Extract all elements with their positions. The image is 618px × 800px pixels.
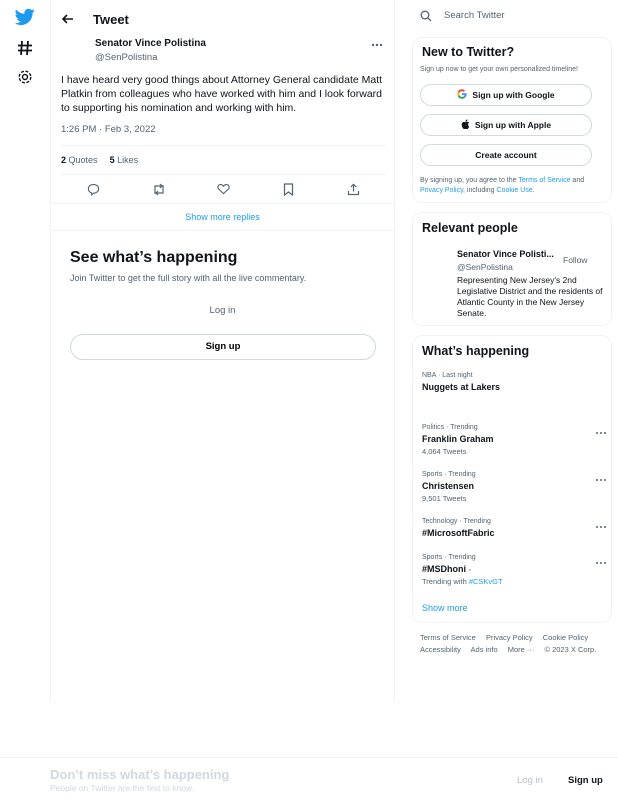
trend-count: 9,501 Tweets	[422, 494, 467, 503]
legal-text-2: and	[572, 177, 585, 184]
divider	[61, 174, 386, 175]
divider	[61, 145, 386, 146]
bookmark-icon[interactable]	[282, 182, 296, 196]
google-logo-icon	[457, 89, 467, 101]
trend-item[interactable]	[422, 518, 607, 538]
signup-legal-text	[420, 176, 605, 195]
trend-name	[422, 564, 607, 574]
retweet-icon[interactable]	[152, 182, 166, 196]
dhoni-emoji-icon: ◦	[468, 567, 471, 574]
back-arrow-icon[interactable]	[59, 10, 77, 28]
privacy-link[interactable]: Privacy Policy	[420, 186, 464, 194]
settings-gear-icon[interactable]	[14, 66, 36, 88]
tweet-stats	[61, 155, 138, 165]
bottom-signup-bar	[0, 757, 618, 800]
signup-google-label: Sign up with Google	[472, 90, 555, 100]
more-options-icon[interactable]	[595, 424, 607, 432]
footer-copyright: © 2023 X Corp.	[544, 645, 597, 654]
trend-item[interactable]	[422, 424, 607, 456]
trend-item[interactable]	[422, 372, 607, 392]
reply-icon[interactable]	[87, 182, 101, 196]
bottom-signup-button[interactable]: Sign up	[568, 775, 603, 786]
likes-stat[interactable]	[110, 155, 139, 165]
bottom-bar-title: Don’t miss what’s happening	[50, 767, 230, 782]
trend-meta: Politics · Trending	[422, 424, 478, 431]
twitter-logo-icon[interactable]	[14, 6, 36, 28]
promo-subtitle: Join Twitter to get the full story with all the live commentary.	[70, 273, 307, 283]
promo-title: See what’s happening	[70, 249, 238, 266]
like-heart-icon[interactable]	[217, 182, 231, 196]
signup-apple-button[interactable]	[420, 114, 592, 136]
trend-name-text: #MSDhoni	[422, 564, 466, 574]
footer-accessibility-link[interactable]: Accessibility	[420, 645, 461, 654]
see-whats-happening	[70, 249, 306, 283]
quotes-label: Quotes	[68, 155, 98, 165]
explore-hashtag-icon[interactable]	[14, 37, 36, 59]
relevant-people-card	[412, 212, 612, 326]
trend-count: 4,064 Tweets	[422, 447, 467, 456]
bottom-bar-subtitle: People on Twitter are the first to know.	[50, 783, 194, 793]
new-to-twitter-title: New to Twitter?	[422, 45, 515, 59]
signup-apple-label: Sign up with Apple	[474, 120, 552, 130]
trend-name: Nuggets at Lakers	[422, 382, 501, 392]
terms-link[interactable]: Terms of Service	[518, 177, 571, 184]
footer-terms-link[interactable]: Terms of Service	[420, 633, 476, 642]
relevant-person-handle[interactable]: @SenPolistina	[457, 262, 513, 272]
search-bar[interactable]	[412, 4, 612, 26]
trend-count	[422, 577, 607, 586]
tweet-text: I have heard very good things about Attorney General candidate Matt Platkin from colleagues who have worked with him and I look forward to supporting his nomination and working with him.	[61, 74, 383, 114]
trending-with-label: Trending with	[422, 577, 467, 586]
new-to-twitter-subtitle: Sign up now to get your own personalized timeline!	[420, 66, 578, 73]
search-input[interactable]	[444, 7, 604, 23]
main-column	[50, 0, 395, 700]
more-options-icon[interactable]	[595, 518, 607, 526]
trend-meta: Sports · Trending	[422, 554, 476, 561]
create-account-button[interactable]	[420, 144, 592, 166]
signup-google-button[interactable]	[420, 84, 592, 106]
more-options-icon[interactable]	[370, 38, 384, 50]
quotes-count: 2	[61, 155, 67, 165]
bottom-login-button[interactable]: Log in	[517, 775, 543, 786]
quotes-stat[interactable]	[61, 155, 98, 165]
legal-text-1: By signing up, you agree to the	[420, 177, 517, 184]
whats-happening-title: What’s happening	[422, 344, 530, 358]
tweet-timestamp[interactable]: 1:26 PM · Feb 3, 2022	[61, 124, 156, 135]
tweet-header	[51, 0, 394, 38]
apple-logo-icon	[461, 119, 470, 131]
trend-item[interactable]	[422, 554, 607, 586]
legal-text-3: , including	[463, 186, 495, 194]
show-more-replies[interactable]	[51, 203, 394, 231]
left-nav	[0, 0, 50, 700]
footer-cookie-link[interactable]: Cookie Policy	[542, 633, 589, 642]
footer-ads-link[interactable]: Ads info	[470, 645, 498, 654]
login-link[interactable]: Log in	[209, 305, 236, 316]
trend-name: #MicrosoftFabric	[422, 528, 495, 538]
footer-privacy-link[interactable]: Privacy Policy	[485, 633, 533, 642]
more-options-icon[interactable]	[595, 471, 607, 479]
relevant-person-bio: Representing New Jersey's 2nd Legislative District and the residents of Atlantic County in the New Jersey Senate.	[457, 275, 603, 318]
trend-meta: NBA · Last night	[422, 372, 473, 379]
relevant-person-name[interactable]: Senator Vince Polisti...	[457, 249, 554, 259]
share-icon[interactable]	[347, 182, 361, 196]
trend-name: Franklin Graham	[422, 434, 494, 444]
footer-links	[420, 632, 610, 656]
likes-label: Likes	[117, 155, 139, 165]
tweet-actions	[61, 178, 386, 200]
trend-meta: Technology · Trending	[422, 518, 491, 525]
likes-count: 5	[109, 155, 115, 165]
signup-button[interactable]: Sign up	[70, 334, 376, 360]
page-title: Tweet	[93, 12, 129, 27]
create-account-label: Create account	[475, 150, 537, 160]
author-handle[interactable]: @SenPolistina	[95, 52, 158, 63]
tweet-author[interactable]	[95, 38, 206, 63]
follow-button[interactable]: Follow	[563, 255, 588, 265]
trend-meta: Sports · Trending	[422, 471, 476, 478]
new-to-twitter-card	[412, 37, 612, 203]
legal-text-4: .	[532, 186, 535, 194]
whats-happening-card	[412, 335, 612, 623]
footer-more-link[interactable]: More ···	[507, 645, 535, 654]
show-more-replies-label: Show more replies	[185, 212, 260, 222]
trend-hashtag-link[interactable]: #CSKvGT	[468, 577, 503, 586]
more-options-icon[interactable]	[595, 554, 607, 562]
relevant-people-title: Relevant people	[422, 221, 518, 235]
trend-name: Christensen	[422, 481, 475, 491]
cookie-link[interactable]: Cookie Use	[496, 186, 533, 194]
search-icon	[420, 9, 432, 21]
show-more-trends-link[interactable]: Show more	[422, 603, 468, 613]
trend-item[interactable]	[422, 471, 607, 503]
author-name[interactable]: Senator Vince Polistina	[95, 38, 206, 49]
